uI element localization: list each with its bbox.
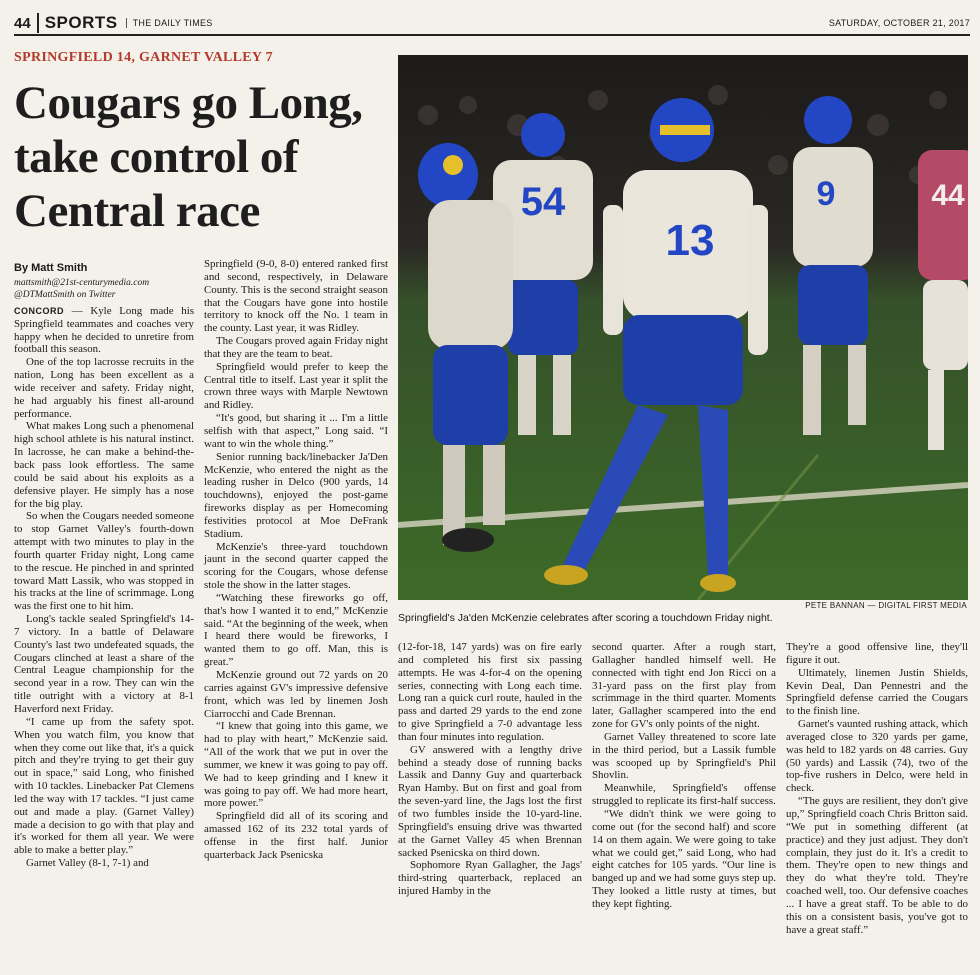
paragraph: One of the top lacrosse recruits in the nation, Long has been excellent as a wide receiver and safety. Friday night, he had arguably his finest all-around performance. bbox=[14, 356, 194, 420]
paragraph: second quarter. After a rough start, Gallagher handled himself well. He connected with tight end Jon Ricci on a 31-yard pass on the first play from scrimmage in the third quarter. Moments later, Gallagher scampered into the end zone for GV's only points of the night. bbox=[592, 641, 776, 731]
paragraph: “It's good, but sharing it ... I'm a little selfish with that aspect,” Long said. “I want to win the whole thing.” bbox=[204, 412, 388, 450]
headline: Cougars go Long, take control of Central race bbox=[14, 77, 363, 237]
paragraph: Garnet's vaunted rushing attack, which averaged close to 320 yards per game, was held to 182 yards on 48 carries. Guy (50 yards) and Lassik (74), two of the top-five rushers in Delco, were held in check. bbox=[786, 718, 968, 795]
paragraph: Garnet Valley threatened to score late in the third period, but a Lassik fumble was scooped up by Springfield's Phil Shovlin. bbox=[592, 730, 776, 782]
paragraph: “I knew that going into this game, we had to play with heart,” McKenzie said. “All of the work that we put in over the summer, we knew it was going to pay off. We had to keep grinding and I knew it was going to pay off. We had more heart, more power.” bbox=[204, 720, 388, 810]
paragraph: Springfield (9-0, 8-0) entered ranked first and second, respectively, in Delaware County. This is the second straight season that the Cougars have gone into hostile territory to knock off the No. 1 team in the county. Last year, it was Ridley. bbox=[204, 258, 388, 335]
article-column-2 bbox=[204, 258, 388, 862]
photo-caption: Springfield's Ja'den McKenzie celebrates after scoring a touchdown Friday night. bbox=[398, 612, 773, 624]
article-column-1 bbox=[14, 262, 194, 870]
dateline: CONCORD bbox=[14, 305, 64, 316]
page-header bbox=[14, 12, 970, 36]
photo-credit: PETE BANNAN — DIGITAL FIRST MEDIA bbox=[805, 601, 967, 610]
paragraph: Long's tackle sealed Springfield's 14-7 victory. In a battle of Delaware County's last two undefeated squads, the Cougars clinched at least a share of the Central League championship for the second year in a row. They can win the title outright with a victory at 8-1 Haverford next Friday. bbox=[14, 613, 194, 715]
paragraph: (12-for-18, 147 yards) was on fire early and completed his first six passing attempts. He was 4-for-4 on the opening series, connecting with Long each time. Long ran a quick curl route, hauled in the pass and darted 29 yards to the end zone to give Springfield a 7-0 advantage less than four minutes into regulation. bbox=[398, 641, 582, 743]
author-twitter: @DTMattSmith on Twitter bbox=[14, 289, 116, 300]
paragraph: What makes Long such a phenomenal high school athlete is his natural instinct. In lacrosse, he can make a behind-the-back pass look effortless. The same could be said about his exploits as a defensive player. He simply has a nose for the big play. bbox=[14, 420, 194, 510]
paragraph: Meanwhile, Springfield's offense struggled to replicate its first-half success. bbox=[592, 782, 776, 808]
paragraph: McKenzie ground out 72 yards on 20 carries against GV's impressive defensive front, which was led by linemen Josh Ciarrocchi and Cade Brennan. bbox=[204, 669, 388, 720]
issue-date: SATURDAY, OCTOBER 21, 2017 bbox=[828, 18, 970, 28]
paragraph: Springfield did all of its scoring and amassed 162 of its 232 total yards of offense in the first half. Junior quarterback Jack Psenicska bbox=[204, 810, 388, 861]
jersey-number-9: 9 bbox=[816, 175, 836, 213]
byline: By Matt Smith bbox=[14, 262, 88, 274]
score-kicker: SPRINGFIELD 14, GARNET VALLEY 7 bbox=[14, 50, 273, 65]
newspaper-name: THE DAILY TIMES bbox=[126, 18, 213, 28]
article-column-5 bbox=[786, 641, 968, 936]
paragraph: GV answered with a lengthy drive behind a steady dose of running backs Lassik and Danny Guy and quarterback Ryan Hamby. But on first and goal from the seven-yard line, the Jags lost the first of two fumbles inside the 10-yard-line. Springfield's ensuing drive was thwarted at the Garnet Valley 45 when Brennan sacked Psenicska on third down. bbox=[398, 743, 582, 859]
paragraph: Sophomore Ryan Gallagher, the Jags' third-string quarterback, replaced an injured Hamby in the bbox=[398, 859, 582, 898]
paragraph: “Watching these fireworks go off, that's how I wanted it to end,” McKenzie said. “At the beginning of the week, when I heard there would be fireworks, I wanted them to go off. Man, this is great.” bbox=[204, 591, 388, 669]
paragraph: Springfield would prefer to keep the Central title to itself. Last year it split the crown three ways with Marple Newtown and Ridley. bbox=[204, 360, 388, 412]
article-column-4 bbox=[592, 641, 776, 911]
paragraph: “The guys are resilient, they don't give up,” Springfield coach Chris Britton said. “We put in something different (at practice) and they just adjust. They don't complain, they just do it. It's a credit to them. They're open to new things and they do what they're told. They're coached well, too. Our defensive coaches ... I have a great staff. To be able to do this on a consistent basis, you've got to have a great staff.” bbox=[786, 795, 968, 936]
paragraph: Ultimately, linemen Justin Shields, Kevin Deal, Dan Pennestri and the Springfield defense carried the Cougars to the finish line. bbox=[786, 666, 968, 718]
author-email: mattsmith@21st-centurymedia.com bbox=[14, 277, 150, 288]
page-number: 44 bbox=[14, 14, 31, 32]
paragraph: “We didn't think we were going to come out (for the second half) and score 14 on them again. We were going to take what we could get,” said Long, who had eight catches for 105 yards. “Our line is banged up and we had some guys step up. They looked a little rusty at times, but they kept fighting. bbox=[592, 807, 776, 910]
paragraph: So when the Cougars needed someone to stop Garnet Valley's fourth-down attempt with two minutes to play in the fourth quarter Friday night, Long came to the rescue. He pinched in and sprinted toward Matt Lassik, who was stopped in his tracks at the line of scrimmage. Long was the first one to hit him. bbox=[14, 510, 194, 613]
jersey-number-44: 44 bbox=[931, 179, 965, 212]
article-column-3 bbox=[398, 641, 582, 898]
game-photo bbox=[398, 55, 968, 600]
paragraph: Garnet Valley (8-1, 7-1) and bbox=[26, 857, 149, 870]
paragraph: CONCORD — Kyle Long made his Springfield teammates and coaches very happy when he decided to unretire from football this season. bbox=[14, 304, 194, 356]
jersey-number-13: 13 bbox=[665, 216, 715, 265]
jersey-number-54: 54 bbox=[520, 180, 566, 224]
paragraph: The Cougars proved again Friday night that they are the team to beat. bbox=[204, 335, 388, 360]
section-name: SPORTS bbox=[37, 13, 118, 33]
paragraph: Senior running back/linebacker Ja'Den McKenzie, who entered the night as the leading rusher in Delco (900 yards, 14 touchdowns), enjoyed the post-game fireworks display as per Homecoming festivities protocol at Moe DeFrank Stadium. bbox=[204, 450, 388, 540]
paragraph: “I came up from the safety spot. When you watch film, you know that when they come out like that, it's a quick pitch and they're trying to get their guy out in space,” said Long, who finished with 10 tackles. Linebacker Pat Clemens led the way with 17 tackles. “I just came out and made a play. (Garnet Valley) made a decision to go with that play and it's worked for them all year. We were able to make a better play.” bbox=[14, 715, 194, 857]
paragraph: McKenzie's three-yard touchdown jaunt in the second quarter capped the scoring for the Cougars, whose defense stole the show in the latter stages. bbox=[204, 540, 388, 592]
paragraph: They're a good offensive line, they'll figure it out. bbox=[786, 641, 968, 666]
football-players-illustration bbox=[398, 55, 968, 600]
